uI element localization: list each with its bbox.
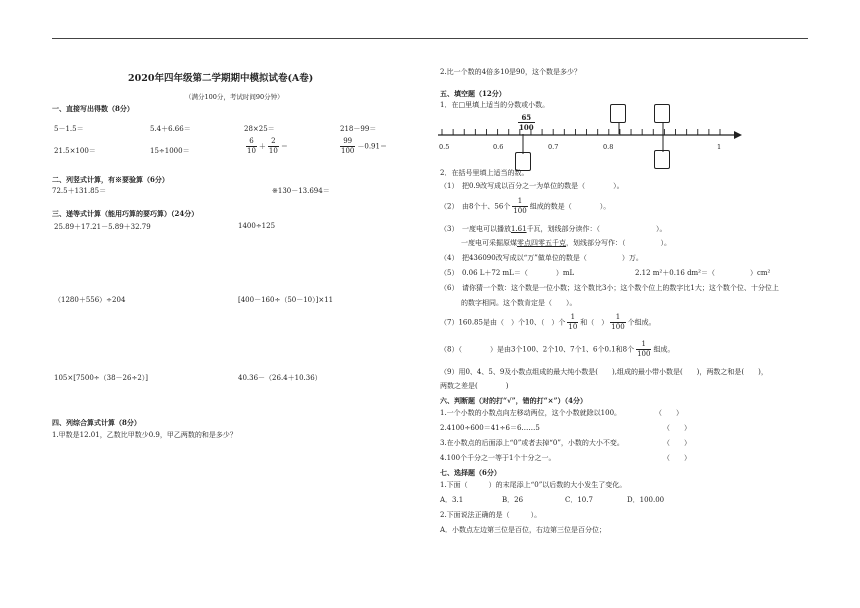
section-7-heading: 七、选择题（6分） — [440, 468, 501, 477]
word-problem-2: 2.比一个数的4倍多10是90，这个数是多少？ — [440, 68, 581, 76]
fill-item-6: （6） 请你猜一个数：这个数是一位小数；这个数比3小；这个数个位上的数字比1大；这个数个位、十分位上 — [440, 284, 779, 292]
top-rule — [52, 38, 808, 39]
judge-2-paren[interactable]: （ ） — [663, 424, 691, 432]
pointer-line — [617, 122, 621, 134]
fill-item-5b: 2.12 m²＋0.16 dm²＝（ ）cm² — [635, 269, 771, 277]
calc-vertical-1: 72.5＋131.85＝ — [52, 187, 107, 195]
section-6-heading: 六、判断题（对的打“√”，错的打“×”）（4分） — [440, 396, 587, 405]
section-2-heading: 二、列竖式计算，有※要验算（6分） — [52, 175, 169, 184]
page-subtitle: （满分100分，考试时间90分钟） — [185, 93, 284, 101]
pointer-line — [661, 122, 665, 134]
fill-item-9b: 两数之差是( ) — [440, 382, 509, 390]
section-3-heading: 三、递等式计算（能用巧算的要巧算）（24分） — [52, 209, 199, 218]
calc-7: $\frac{6}{10}$ ＋ $\frac{2}{10}$ ＝ — [247, 137, 288, 155]
judge-2: 2.4100÷600＝41÷6＝6……5 — [440, 424, 540, 432]
answer-box-4[interactable] — [654, 150, 670, 169]
calc-2: 5.4＋6.66＝ — [150, 125, 191, 133]
fill-item-5a: （5） 0.06 L＋72 mL＝（ ）mL — [440, 269, 575, 277]
word-problem-1: 1.甲数是12.01，乙数比甲数少0.9，甲乙两数的和是多少？ — [52, 431, 237, 439]
pointer-line — [521, 134, 525, 154]
tick-label-0.8: 0.8 — [603, 143, 614, 151]
fill-item-4: （4） 把436090改写成以“万”做单位的数是（ ）万。 — [440, 254, 643, 262]
tick-label-1: 1 — [717, 143, 722, 151]
fill-item-2: （2） 由8个十、56个 $\frac{1}{100}$ 组成的数是（ ）。 — [440, 197, 611, 215]
number-line-fraction: $\frac{65}{100}$ — [519, 113, 534, 132]
section-1-heading: 一、直接写出得数（8分） — [52, 104, 134, 113]
judge-4: 4.100个千分之一等于1个十分之一。 — [440, 454, 556, 462]
calc-3: 28×25＝ — [244, 125, 275, 133]
fill-item-6b: 的数字相同。这个数肯定是（ ）。 — [461, 299, 577, 307]
answer-box-2[interactable] — [610, 104, 626, 123]
tick-label-0.6: 0.6 — [493, 143, 504, 151]
fraction: $\frac{6}{10}$ — [247, 137, 256, 155]
page-title: 2020年四年级第二学期期中模拟试卷(A卷) — [128, 73, 314, 84]
calc-8: $\frac{99}{100}$ －0.91＝ — [341, 137, 387, 155]
judge-3: 3.在小数点的后面添上“0”或者去掉“0”，小数的大小不变。 — [440, 439, 624, 447]
fill-item-1: （1） 把0.9改写成以百分之一为单位的数是（ ）。 — [440, 182, 624, 190]
fill-item-9: （9）用0、4、5、9及小数点组成的最大纯小数是( ),组成的最小带小数是( )，两数之和是( )， — [440, 368, 768, 376]
fill-q2: 2．在括号里填上适当的数。 — [440, 169, 529, 177]
tick-label-0.7: 0.7 — [548, 143, 559, 151]
judge-1: 1.一个小数的小数点向左移动两位，这个小数就除以100。 — [440, 409, 622, 417]
number-line — [436, 128, 744, 142]
fill-q1: 1．在□里填上适当的分数或小数。 — [440, 101, 550, 109]
fill-item-8: （8）（ ）是由3个100、2个10、7个1、6个0.1和8个 $\frac{1}{100}$ 组成。 — [440, 340, 675, 358]
step-calc-4: [400－160÷（50－10）]×11 — [238, 296, 334, 304]
choice-2: 2.下面说法正确的是（ ）。 — [440, 511, 542, 519]
section-4-heading: 四、列综合算式计算（8分） — [52, 418, 141, 427]
fraction: $\frac{2}{10}$ — [268, 137, 278, 155]
fill-item-7: （7）160.85是由（ ）个10、（ ）个 $\frac{1}{10}$ 和（ ） $\frac{1}{100}$ 个组成。 — [440, 313, 656, 331]
calc-5: 21.5×100＝ — [54, 147, 96, 155]
calc-6: 15÷1000＝ — [150, 147, 190, 155]
choice-1-option-d[interactable]: D．100.00 — [627, 496, 665, 504]
step-calc-1: 25.89＋17.21－5.89＋32.79 — [54, 223, 151, 231]
judge-3-paren[interactable]: （ ） — [663, 439, 691, 447]
choice-1-option-a[interactable]: A．3.1 — [440, 496, 464, 504]
calc-vertical-2: ※130－13.694＝ — [272, 187, 330, 195]
choice-1-option-b[interactable]: B．26 — [502, 496, 524, 504]
fraction: $\frac{99}{100}$ — [341, 137, 355, 155]
fill-item-3b: 一度电可采掘原煤零点四零五千克，划线部分写作：（ ）。 — [461, 239, 671, 247]
answer-box-3[interactable] — [654, 104, 670, 123]
tick-label-0.5: 0.5 — [439, 143, 450, 151]
calc-4: 218－99＝ — [340, 125, 377, 133]
choice-1-option-c[interactable]: C．10.7 — [565, 496, 593, 504]
step-calc-6: 40.36－（26.4＋10.36） — [238, 374, 322, 382]
choice-2-option-a[interactable]: A．小数点左边第三位是百位，右边第三位是百分位； — [440, 526, 607, 534]
fill-item-3: （3） 一度电可以播放1.61千瓦，划线部分读作：（ ）。 — [440, 225, 667, 233]
step-calc-2: 1400÷125 — [238, 222, 276, 230]
step-calc-3: （1280＋556）÷204 — [54, 296, 126, 304]
section-5-heading: 五、填空题（12分） — [440, 89, 506, 98]
calc-1: 5－1.5＝ — [54, 125, 84, 133]
judge-1-paren[interactable]: （ ） — [655, 409, 683, 417]
choice-1: 1.下面（ ）的末尾添上“0”以后数的大小发生了变化。 — [440, 481, 627, 489]
step-calc-5: 105×[7500÷（38－26÷2）] — [54, 374, 149, 382]
judge-4-paren[interactable]: （ ） — [663, 454, 691, 462]
